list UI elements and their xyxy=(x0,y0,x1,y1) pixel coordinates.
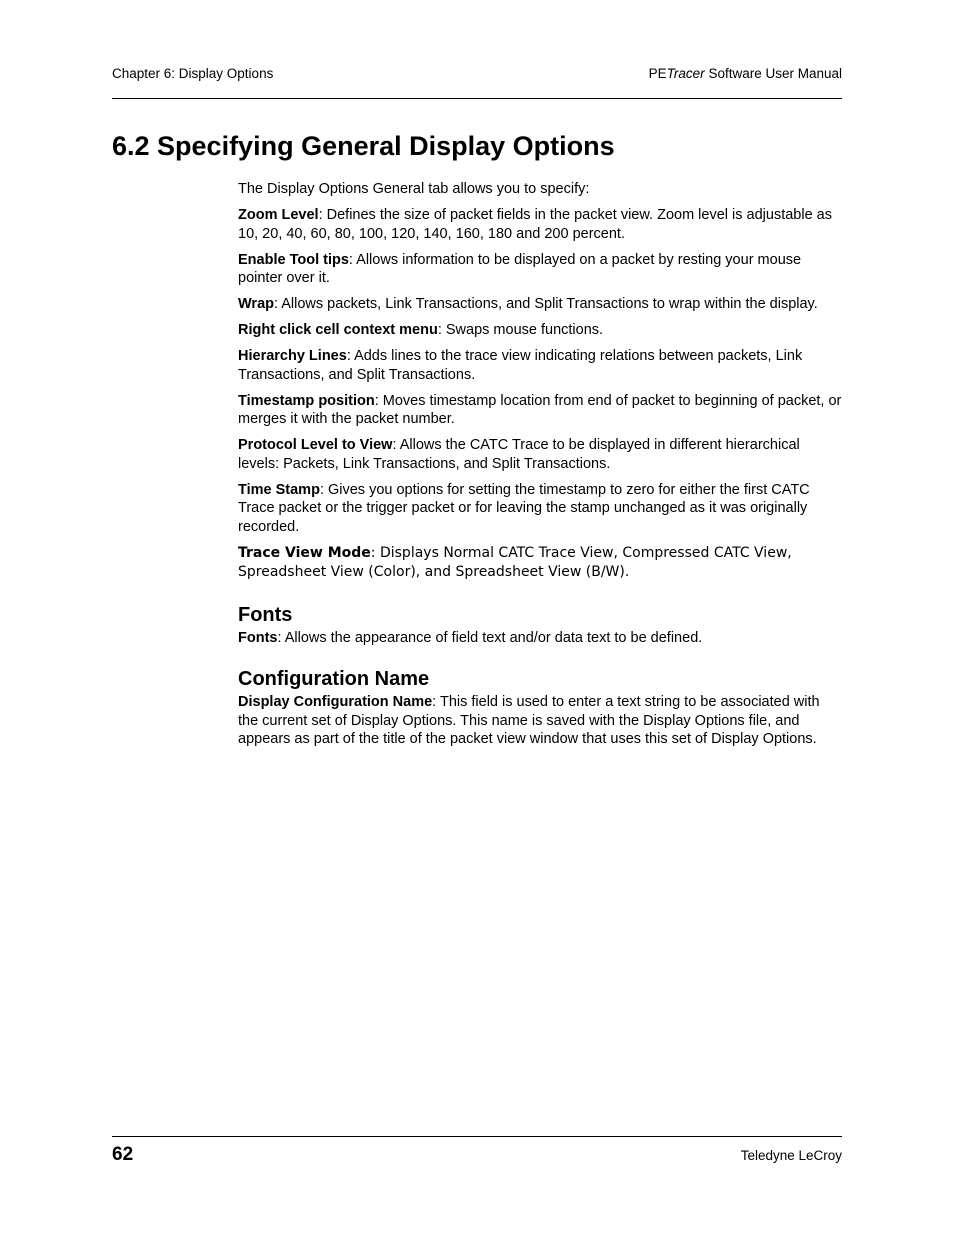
fonts-heading: Fonts xyxy=(238,603,293,626)
manual-title-italic: Tracer xyxy=(666,66,705,81)
option-desc: : Adds lines to the trace view indicating relations between packets, Link Transactions, and Split Transactions. xyxy=(238,348,803,383)
option-term: Zoom Level xyxy=(238,207,319,223)
option-trace-view-mode xyxy=(238,544,842,583)
configuration-name-paragraph xyxy=(238,693,842,749)
option-term: Right click cell context menu xyxy=(238,322,438,338)
fonts-paragraph xyxy=(238,629,842,648)
manual-title-prefix: PE xyxy=(648,66,667,81)
company-name: Teledyne LeCroy xyxy=(740,1148,842,1163)
manual-title-suffix: Software User Manual xyxy=(704,66,842,81)
option-term: Trace View Mode xyxy=(238,544,371,561)
footer-divider xyxy=(112,1136,842,1137)
option-right-click-menu xyxy=(238,321,842,340)
option-protocol-level xyxy=(238,436,842,473)
option-term: Hierarchy Lines xyxy=(238,348,347,364)
option-desc: : Gives you options for setting the timestamp to zero for either the first CATC Trace packet or the trigger packet or for leaving the stamp unchanged as it was originally recorded. xyxy=(238,481,810,535)
option-desc: : Defines the size of packet fields in the packet view. Zoom level is adjustable as 10, 20, 40, 60, 80, 100, 120, 140, 160, 180 and 200 percent. xyxy=(238,207,832,242)
configuration-name-term: Display Configuration Name xyxy=(238,694,433,710)
option-desc: : Moves timestamp location from end of packet to beginning of packet, or merges it with the packet number. xyxy=(238,392,842,427)
configuration-name-desc: : This field is used to enter a text string to be associated with the current set of Display Options. This name is saved with the Display Options file, and appears as part of the title of the packet view window that uses this set of Display Options. xyxy=(238,694,820,747)
option-desc: : Displays Normal CATC Trace View, Compressed CATC View, Spreadsheet View (Color), and Spreadsheet View (B/W). xyxy=(238,544,792,580)
page-number: 62 xyxy=(112,1144,134,1165)
chapter-label: Chapter 6: Display Options xyxy=(112,66,274,81)
main-content xyxy=(238,180,842,756)
option-desc: : Swaps mouse functions. xyxy=(437,322,604,338)
manual-title xyxy=(649,66,842,81)
option-hierarchy-lines xyxy=(238,347,842,384)
option-desc: : Allows the CATC Trace to be displayed in different hierarchical levels: Packets, Link Transactions, and Split Transactions. xyxy=(238,437,800,472)
fonts-desc: : Allows the appearance of field text and/or data text to be defined. xyxy=(277,629,703,646)
fonts-term: Fonts xyxy=(238,629,278,646)
page-title: 6.2 Specifying General Display Options xyxy=(112,131,615,161)
option-term: Protocol Level to View xyxy=(238,437,393,453)
option-timestamp-position xyxy=(238,392,842,429)
option-zoom-level xyxy=(238,206,842,243)
option-term: Time Stamp xyxy=(238,481,320,498)
option-desc: : Allows information to be displayed on a packet by resting your mouse pointer over it. xyxy=(238,251,802,286)
option-enable-tool-tips xyxy=(238,251,842,288)
option-desc: : Allows packets, Link Transactions, and Split Transactions to wrap within the display. xyxy=(274,296,818,312)
option-term: Enable Tool tips xyxy=(238,251,349,268)
option-wrap xyxy=(238,295,842,314)
option-time-stamp xyxy=(238,481,842,537)
configuration-name-heading: Configuration Name xyxy=(238,668,430,690)
header-divider xyxy=(112,98,842,99)
option-term: Wrap xyxy=(238,296,274,312)
option-term: Timestamp position xyxy=(238,392,375,409)
intro-paragraph: The Display Options General tab allows you to specify: xyxy=(238,181,590,197)
